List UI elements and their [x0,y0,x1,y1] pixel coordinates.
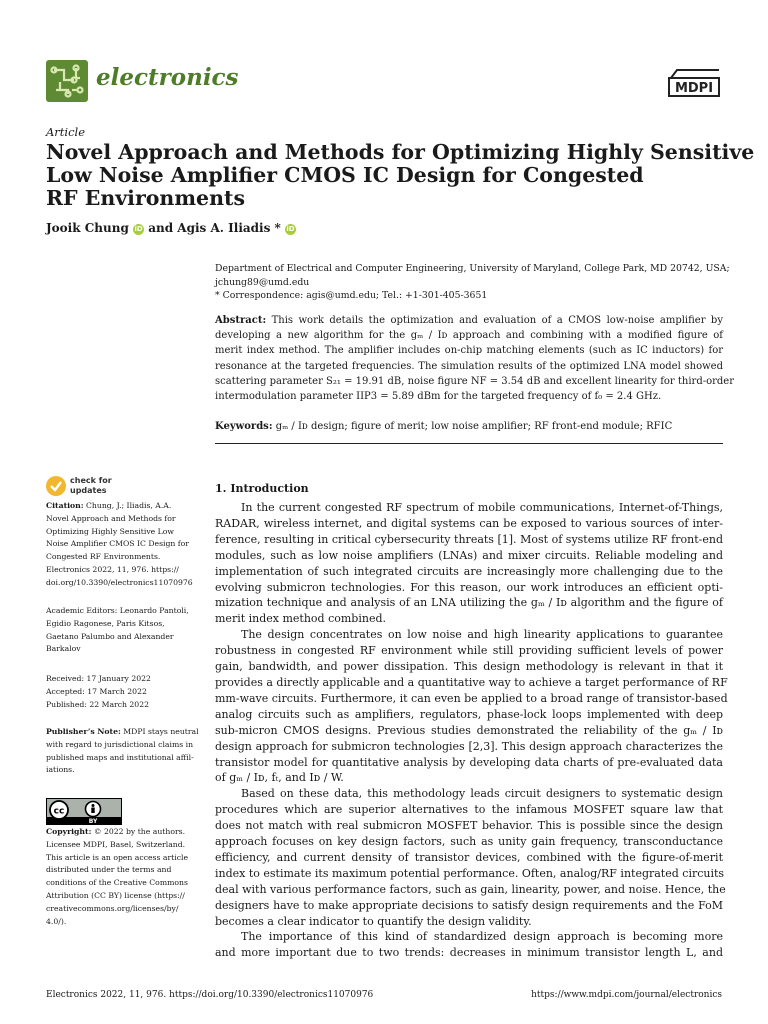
affiliation: Department of Electrical and Computer Engineering, University of Maryland, College Park, MD 20742, USA; jchung89@umd.edu * Correspondence: agis@umd.edu; Tel.: +1-301-405-3651 [215,263,730,301]
body-text-line: implementation of such integrated circuits are increasingly more challenging due to the [215,564,723,578]
authors [46,221,296,235]
body-text-line: does not match with real submicron MOSFET behavior. This is possible since the design [215,819,723,833]
body-text-line: approach focuses on key design factors, such as unity gain frequency, transconductance [215,835,723,849]
body-text-line: ference, resulting in critical cybersecurity threats [1]. Most of systems utilize RF front-end [215,532,723,546]
body-text-line: The design concentrates on low noise and high linearity applications to guarantee [241,628,723,642]
body-text-line: In the current congested RF spectrum of mobile communications, Internet-of-Things, [241,501,723,514]
svg-text:cc: cc [53,806,65,817]
keywords: Keywords: gₘ / Iᴅ design; figure of merit; low noise amplifier; RF front-end module; RFIC [215,421,673,432]
body-text-line: transistor model for quantitative analysis by developing data charts of pre-evaluated data [215,755,723,769]
email-link[interactable]: jchung89@umd.edu [215,276,310,288]
body-text-line: mm-wave circuits. Furthermore, it can even be applied to a broad range of transistor-based [215,691,728,705]
body-text-line: analog circuits such as amplifiers, regulators, phase-lock loops implemented with deep [215,707,723,721]
mdpi-logo-text: MDPI [674,81,714,96]
body-text-line: modules, such as low noise amplifiers (LNAs) and mixer circuits. Reliable modeling and [215,548,723,562]
introduction-body [215,500,728,961]
body-text-line: mization technique and analysis of an LNA utilizing the gₘ / Iᴅ algorithm and the figure of [215,596,723,610]
copyright: Copyright: © 2022 by the authors. Licensee MDPI, Basel, Switzerland. This article is an open access article distributed under the terms and conditions of the Creative Commons Attribution (CC BY) license (https:// creativecommons.org/licenses/by/ 4.0/). [46,826,196,928]
orcid-icon[interactable]: iD [134,225,143,233]
body-text-line: deal with various performance factors, such as gain, linearity, power, and noise. Hence, the [215,882,726,896]
body-text-line: The importance of this kind of standardized design approach is becoming more [241,930,723,944]
body-text-line: index to estimate its maximum potential performance. Often, analog/RF integrated circuits [215,866,725,880]
footer-citation[interactable]: Electronics 2022, 11, 976. https://doi.org/10.3390/electronics11070976 [46,990,374,1000]
svg-text:BY: BY [88,818,98,824]
body-text-line: Based on these data, this methodology leads circuit designers to systematic design [241,787,723,801]
author-2[interactable]: and Agis A. Iliadis * [144,221,281,235]
author-1[interactable]: Jooik Chung [46,221,129,235]
journal-logo-icon [46,60,88,102]
section-heading: 1. Introduction [215,482,309,495]
body-text-line: gain, bandwidth, and power dissipation. This design methodology is relevant in that it [215,660,723,674]
body-text-line: procedures which are superior alternatives to the infamous MOSFET square law that [215,803,723,817]
license-link[interactable]: creativecommons.org/licenses/by/ [46,903,179,913]
body-text-line: and more important due to two trends: decreases in minimum transistor length L, and [215,946,723,960]
check-updates-icon [46,476,66,496]
body-text-line: merit index method combined. [215,612,386,626]
doi-link[interactable]: doi.org/10.3390/electronics11070976 [46,577,193,587]
citation: Citation: Chung, J.; Iliadis, A.A. Novel Approach and Methods for Optimizing Highly Sensitive Low Noise Amplifier CMOS IC Design for Congested RF Environments. Electronics 2022, 11, 976. https:// doi.org/10.3390/electronics11070976 [46,500,196,590]
body-text-line: provides a directly applicable and a quantitative way to achieve a target performance of RF [215,675,728,689]
body-text-line: RADAR, wireless internet, and digital systems can be exposed to various sources of inter- [215,516,723,530]
orcid-icon[interactable]: iD [286,225,295,233]
body-text-line: of gₘ / Iᴅ, fₜ, and Iᴅ / W. [215,771,344,785]
body-text-line: sub-micron CMOS designs. Previous studies demonstrated the reliability of the gₘ / Iᴅ [215,723,723,737]
check-for-updates-badge[interactable]: check for updates [46,476,166,498]
paper-title: Novel Approach and Methods for Optimizing Highly Sensitive Low Noise Amplifier CMOS IC Design for Congested RF Environments [46,140,755,210]
body-text-line: evolving submicron technologies. For this reason, our work introduces an efficient opti- [215,580,723,594]
dates: Received: 17 January 2022 Accepted: 17 March 2022 Published: 22 March 2022 [46,674,151,709]
body-text-line: designers have to make appropriate decisions to satisfy design requirements and the FoM [215,898,723,912]
footer-journal-link[interactable]: https://www.mdpi.com/journal/electronics [531,990,722,1000]
divider [215,443,723,444]
article-type: Article [46,125,86,139]
academic-editors: Academic Editors: Leonardo Pantoli, Egidio Ragonese, Paris Kitsos, Gaetano Palumbo and Alexander Barkalov [46,606,189,654]
body-text-line: efficiency, and current density of transistor devices, combined with the figure-of-merit [215,850,723,864]
cc-by-license-icon[interactable] [46,798,122,825]
abstract: Abstract: This work details the optimization and evaluation of a CMOS low-noise amplifier by developing a new algorithm for the gₘ / Iᴅ approach and combining with a modified figure of merit index method. The amplifier includes on-chip matching elements (such as IC inductors) for resonance at the targeted frequencies. The simulation results of the optimized LNA model showed scattering parameter S₂₁ = 19.91 dB, noise figure NF = 3.54 dB and excellent linearity for third-order intermodulation parameter IIP3 = 5.89 dBm for the targeted frequency of f₀ = 2.4 GHz. [215,315,734,403]
body-text-line: design approach for submicron technologies [2,3]. This design approach characterizes the [215,739,723,753]
body-text-line: robustness in congested RF environment while still providing sufficient levels of power [215,644,723,658]
body-text-line: becomes a clear indicator to quantify the design validity. [215,914,532,928]
mdpi-logo[interactable] [665,68,725,100]
journal-name[interactable]: electronics [96,64,239,91]
publisher-note: Publisher’s Note: MDPI stays neutral with regard to jurisdictional claims in published maps and institutional affil- iations. [46,727,199,775]
